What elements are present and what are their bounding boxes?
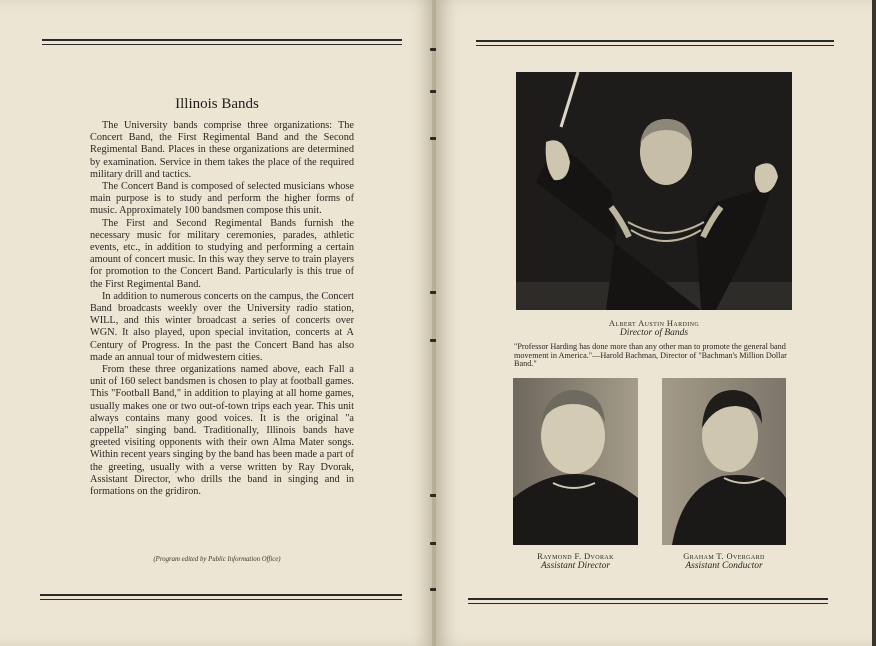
harding-quote: "Professor Harding has done more than any other man to promote the general band movement in America."—Harold Bachman, Director of "Bachman's Million Dollar Band.": [514, 342, 787, 369]
overgard-caption: [662, 551, 786, 571]
page-title: Illinois Bands: [175, 96, 259, 112]
paragraph: The First and Second Regimental Bands furnish the necessary music for military ceremonies, parades, athletic events, etc., in addition to studying and performing a certain amount of concert music. In this way they serve to train players for promotion to the Concert Band. Particularly is this true of the First Regimental Band.: [90, 217, 354, 290]
harding-caption: [516, 318, 792, 338]
harding-photo: [516, 72, 792, 310]
top-rule: [476, 40, 834, 46]
overgard-name: Graham T. Overgard: [683, 551, 765, 561]
bottom-rule: [468, 598, 828, 604]
dvorak-caption: [513, 551, 638, 571]
left-page: [0, 0, 434, 646]
overgard-role: Assistant Conductor: [685, 561, 763, 571]
dvorak-photo: [513, 378, 638, 545]
paragraph: The University bands comprise three organizations: The Concert Band, the First Regimental Band and the Second Regimental Band. Places in these organizations are determined by examination. Service in them takes the place of the required military drill and tactics.: [90, 120, 354, 180]
dvorak-name: Raymond F. Dvorak: [537, 551, 614, 561]
paragraph: From these three organizations named above, each Fall a unit of 160 select bandsmen is chosen to play at football games. This "Football Band," in addition to playing at all home games, usually makes one or two out-of-town trips each year. This unit always contains many good voices. It is the original "a cappella" singing band. Traditionally, Illinois bands have greeted visiting opponents with their own Alma Mater songs. Within recent years singing by the band has been made a part of the greeting, usually with a verse written by Ray Dvorak, Assistant Director, who drills the band in singing and in formations on the gridiron.: [90, 364, 354, 498]
harding-role: Director of Bands: [619, 328, 689, 338]
dvorak-role: Assistant Director: [540, 561, 611, 571]
article-body: [90, 120, 354, 498]
program-credit: (Program edited by Public Information Office): [153, 556, 281, 563]
top-rule: [42, 39, 402, 45]
harding-name: Albert Austin Harding: [608, 318, 700, 328]
bottom-rule: [40, 594, 402, 600]
paragraph: In addition to numerous concerts on the campus, the Concert Band broadcasts weekly over the University radio station, WILL, and this winter broadcast a series of concerts over WGN. It also played, upon special invitation, concerts at A Century of Progress. In the past the Concert Band has also made an annual tour of midwestern cities.: [90, 290, 354, 363]
paragraph: The Concert Band is composed of selected musicians whose main purpose is to study and perform the higher forms of music. Approximately 100 bandsmen compose this unit.: [90, 181, 354, 217]
overgard-photo: [662, 378, 786, 545]
